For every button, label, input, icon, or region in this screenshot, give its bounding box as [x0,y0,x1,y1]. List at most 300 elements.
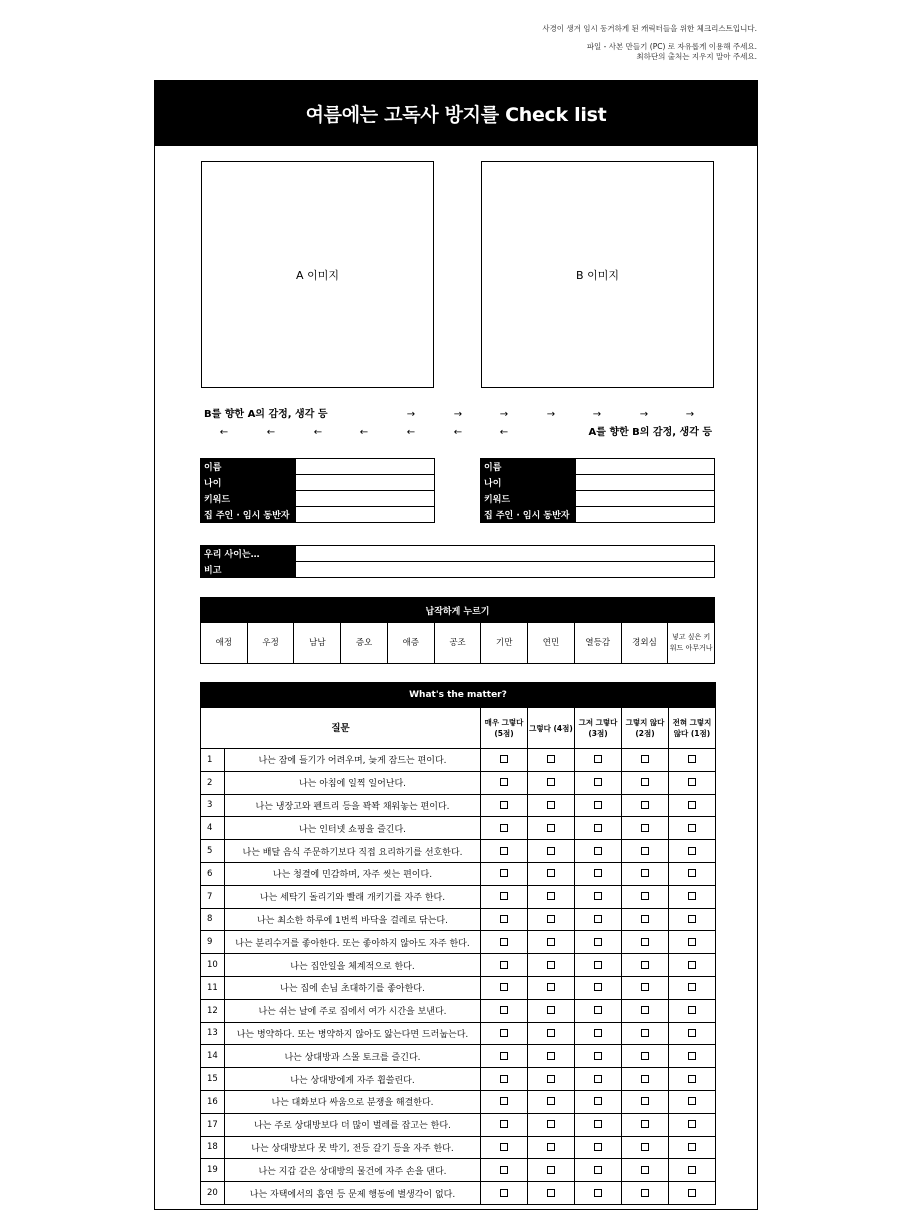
question-number: 20 [201,1182,225,1205]
answer-cell [528,954,575,977]
answer-cell [669,931,716,954]
checkbox-icon[interactable] [500,983,508,991]
question-row [201,794,716,817]
answer-cell [622,885,669,908]
answer-cell [528,999,575,1022]
checkbox-icon[interactable] [641,915,649,923]
questionnaire-header: What's the matter? [201,683,716,708]
checkbox-icon[interactable] [594,983,602,991]
answer-cell [575,1159,622,1182]
checkbox-icon[interactable] [500,938,508,946]
checkbox-icon[interactable] [641,1097,649,1105]
question-text: 나는 대화보다 싸움으로 분쟁을 해결한다. [225,1090,481,1113]
checkbox-icon[interactable] [641,869,649,877]
answer-cell [528,771,575,794]
emotion-option[interactable]: 기만 [481,623,528,664]
answer-cell [622,840,669,863]
question-text: 나는 지갑 같은 상대방의 물건에 자주 손을 댄다. [225,1159,481,1182]
checkbox-icon[interactable] [594,755,602,763]
checkbox-icon[interactable] [688,778,696,786]
answer-cell [481,931,528,954]
checkbox-icon[interactable] [688,1097,696,1105]
checkbox-icon[interactable] [500,1143,508,1151]
field-input[interactable] [296,475,435,491]
answer-cell [528,1022,575,1045]
field-label: 집 주인 · 임시 동반자 [481,507,576,523]
question-column-header: 질문 [201,708,481,749]
checkbox-icon[interactable] [500,847,508,855]
answer-cell [669,1113,716,1136]
checkbox-icon[interactable] [500,961,508,969]
checkbox-icon[interactable] [641,755,649,763]
field-input[interactable] [296,491,435,507]
answer-cell [481,976,528,999]
checkbox-icon[interactable] [500,1029,508,1037]
answer-cell [575,1090,622,1113]
checkbox-icon[interactable] [500,892,508,900]
right-arrow-icon: → [546,409,556,420]
answer-cell [575,771,622,794]
sheet-title: 여름에는 고독사 방지를 Check list [154,80,758,146]
question-text: 나는 병약하다. 또는 병약하지 않아도 앓는다면 드러눕는다. [225,1022,481,1045]
a-to-b-label: B를 향한 A의 감정, 생각 등 [204,409,328,420]
answer-cell [622,1045,669,1068]
checkbox-icon[interactable] [688,1189,696,1197]
answer-cell [669,908,716,931]
checkbox-icon[interactable] [547,983,555,991]
checkbox-icon[interactable] [547,824,555,832]
checkbox-icon[interactable] [547,1143,555,1151]
profile-table-a [200,458,435,523]
answer-cell [669,771,716,794]
question-row [201,1045,716,1068]
checkbox-icon[interactable] [688,1075,696,1083]
checkbox-icon[interactable] [547,1029,555,1037]
answer-cell [669,1182,716,1205]
answer-cell [481,1022,528,1045]
checkbox-icon[interactable] [500,824,508,832]
checkbox-icon[interactable] [688,983,696,991]
answer-cell [669,1159,716,1182]
checkbox-icon[interactable] [594,938,602,946]
scale-column-header: 매우 그렇다 (5점) [481,708,528,749]
checkbox-icon[interactable] [594,892,602,900]
emotion-table [200,597,715,664]
checkbox-icon[interactable] [641,1052,649,1060]
answer-cell [622,1159,669,1182]
answer-cell [575,1182,622,1205]
answer-cell [528,1136,575,1159]
checkbox-icon[interactable] [594,1143,602,1151]
checkbox-icon[interactable] [688,824,696,832]
answer-cell [669,862,716,885]
relation-table [200,545,715,578]
left-arrow-icon: ← [359,427,369,438]
field-input[interactable] [296,562,715,578]
question-text: 나는 잠에 들기가 어려우며, 늦게 잠드는 편이다. [225,749,481,772]
emotion-option[interactable]: 남남 [294,623,341,664]
field-input[interactable] [576,507,715,523]
answer-cell [622,976,669,999]
right-arrow-icon: → [685,409,695,420]
answer-cell [528,862,575,885]
answer-cell [575,908,622,931]
right-arrow-icon: → [592,409,602,420]
question-row [201,1090,716,1113]
answer-cell [669,1068,716,1091]
answer-cell [669,885,716,908]
answer-cell [481,1090,528,1113]
question-row [201,954,716,977]
field-input[interactable] [296,546,715,562]
answer-cell [481,794,528,817]
field-label: 이름 [481,459,576,475]
field-input[interactable] [296,459,435,475]
checkbox-icon[interactable] [688,1006,696,1014]
checkbox-icon[interactable] [641,1006,649,1014]
question-text: 나는 아침에 일찍 일어난다. [225,771,481,794]
answer-cell [575,1045,622,1068]
question-text: 나는 세탁기 돌리기와 빨래 개키기를 자주 한다. [225,885,481,908]
checkbox-icon[interactable] [500,755,508,763]
emotion-option[interactable]: 공조 [434,623,481,664]
question-number: 5 [201,840,225,863]
checkbox-icon[interactable] [547,938,555,946]
question-row [201,1022,716,1045]
checkbox-icon[interactable] [641,847,649,855]
question-number: 8 [201,908,225,931]
field-input[interactable] [576,491,715,507]
answer-cell [528,1090,575,1113]
field-label: 나이 [481,475,576,491]
scale-column-header: 전혀 그렇지 않다 (1점) [669,708,716,749]
answer-cell [575,817,622,840]
question-number: 3 [201,794,225,817]
checkbox-icon[interactable] [641,1143,649,1151]
answer-cell [575,840,622,863]
checkbox-icon[interactable] [500,1052,508,1060]
checkbox-icon[interactable] [688,847,696,855]
instruction-line: 사경이 생겨 임시 동거하게 된 캐릭터들을 위한 체크리스트입니다. [542,24,757,33]
checkbox-icon[interactable] [641,1075,649,1083]
answer-cell [481,771,528,794]
field-label: 집 주인 · 임시 동반자 [201,507,296,523]
checkbox-icon[interactable] [547,1166,555,1174]
question-text: 나는 청결에 민감하며, 자주 씻는 편이다. [225,862,481,885]
left-arrow-icon: ← [266,427,276,438]
checkbox-icon[interactable] [594,824,602,832]
left-arrow-icon: ← [453,427,463,438]
question-row [201,1136,716,1159]
checkbox-icon[interactable] [641,824,649,832]
answer-cell [669,840,716,863]
answer-cell [669,1045,716,1068]
checkbox-icon[interactable] [500,1120,508,1128]
checkbox-icon[interactable] [641,938,649,946]
checkbox-icon[interactable] [547,847,555,855]
checkbox-icon[interactable] [688,869,696,877]
checkbox-icon[interactable] [594,869,602,877]
checkbox-icon[interactable] [547,892,555,900]
emotion-option[interactable]: 증오 [341,623,388,664]
checkbox-icon[interactable] [547,869,555,877]
question-number: 12 [201,999,225,1022]
field-label: 나이 [201,475,296,491]
answer-cell [528,931,575,954]
left-arrow-icon: ← [219,427,229,438]
question-row [201,749,716,772]
checkbox-icon[interactable] [594,961,602,969]
answer-cell [622,1022,669,1045]
answer-cell [481,999,528,1022]
checkbox-icon[interactable] [594,778,602,786]
answer-cell [575,931,622,954]
checkbox-icon[interactable] [547,1006,555,1014]
checkbox-icon[interactable] [594,801,602,809]
emotion-option[interactable]: 넣고 싶은 키워드 아무거나 [668,623,715,664]
arrow-row-a-to-b [155,408,759,422]
answer-cell [622,862,669,885]
answer-cell [622,954,669,977]
field-input[interactable] [296,507,435,523]
checkbox-icon[interactable] [547,801,555,809]
answer-cell [622,1068,669,1091]
checkbox-icon[interactable] [641,1029,649,1037]
question-number: 17 [201,1113,225,1136]
checkbox-icon[interactable] [641,1166,649,1174]
checkbox-icon[interactable] [547,915,555,923]
answer-cell [622,1136,669,1159]
checkbox-icon[interactable] [594,1189,602,1197]
checkbox-icon[interactable] [641,1189,649,1197]
checklist-sheet [154,80,758,1210]
field-label: 키워드 [481,491,576,507]
right-arrow-icon: → [453,409,463,420]
checkbox-icon[interactable] [688,892,696,900]
emotion-option[interactable]: 열등감 [574,623,621,664]
arrow-row-b-to-a [155,426,759,440]
question-number: 9 [201,931,225,954]
answer-cell [622,771,669,794]
answer-cell [528,749,575,772]
answer-cell [669,1090,716,1113]
answer-cell [622,749,669,772]
answer-cell [481,885,528,908]
checkbox-icon[interactable] [500,1097,508,1105]
answer-cell [528,1113,575,1136]
answer-cell [528,1182,575,1205]
question-number: 15 [201,1068,225,1091]
checkbox-icon[interactable] [500,915,508,923]
answer-cell [575,999,622,1022]
left-arrow-icon: ← [499,427,509,438]
answer-cell [669,749,716,772]
image-b-placeholder[interactable] [481,161,714,388]
checkbox-icon[interactable] [547,755,555,763]
answer-cell [669,1022,716,1045]
checkbox-icon[interactable] [500,778,508,786]
checkbox-icon[interactable] [594,1029,602,1037]
answer-cell [669,999,716,1022]
question-row [201,885,716,908]
checkbox-icon[interactable] [688,938,696,946]
answer-cell [575,794,622,817]
answer-cell [528,817,575,840]
emotion-option[interactable]: 연민 [528,623,575,664]
answer-cell [575,954,622,977]
checkbox-icon[interactable] [500,1166,508,1174]
answer-cell [481,1045,528,1068]
answer-cell [575,885,622,908]
checkbox-icon[interactable] [547,1075,555,1083]
answer-cell [528,1045,575,1068]
profile-table-b [480,458,715,523]
field-label: 이름 [201,459,296,475]
question-text: 나는 배달 음식 주문하기보다 직접 요리하기를 선호한다. [225,840,481,863]
question-text: 나는 상대방에게 자주 휩쓸린다. [225,1068,481,1091]
answer-cell [622,1113,669,1136]
checkbox-icon[interactable] [641,961,649,969]
checkbox-icon[interactable] [688,801,696,809]
question-number: 10 [201,954,225,977]
checkbox-icon[interactable] [547,961,555,969]
checkbox-icon[interactable] [594,1075,602,1083]
checkbox-icon[interactable] [500,1006,508,1014]
checkbox-icon[interactable] [688,915,696,923]
instruction-notes [157,24,757,62]
checkbox-icon[interactable] [547,1120,555,1128]
checkbox-icon[interactable] [594,1120,602,1128]
answer-cell [481,749,528,772]
question-row [201,908,716,931]
checkbox-icon[interactable] [688,755,696,763]
answer-cell [575,1068,622,1091]
checkbox-icon[interactable] [594,1166,602,1174]
answer-cell [622,908,669,931]
scale-column-header: 그저 그렇다 (3점) [575,708,622,749]
instruction-line: 파일 - 사본 만들기 (PC) 로 자유롭게 이용해 주세요. [586,42,757,51]
checkbox-icon[interactable] [500,869,508,877]
answer-cell [669,976,716,999]
question-text: 나는 집에 손님 초대하기를 좋아한다. [225,976,481,999]
checkbox-icon[interactable] [594,1052,602,1060]
checkbox-icon[interactable] [688,1166,696,1174]
checkbox-icon[interactable] [547,1189,555,1197]
checkbox-icon[interactable] [641,778,649,786]
checkbox-icon[interactable] [641,892,649,900]
checkbox-icon[interactable] [688,1029,696,1037]
checkbox-icon[interactable] [500,1189,508,1197]
checkbox-icon[interactable] [500,1075,508,1083]
emotion-option[interactable]: 애증 [387,623,434,664]
field-input[interactable] [576,475,715,491]
emotion-table-header: 납작하게 누르기 [201,598,715,623]
answer-cell [575,1022,622,1045]
left-arrow-icon: ← [406,427,416,438]
questionnaire-table [200,682,716,1205]
answer-cell [481,1182,528,1205]
field-label: 비고 [201,562,296,578]
emotion-option[interactable]: 우정 [247,623,294,664]
image-a-label: A 이미지 [296,268,339,282]
checkbox-icon[interactable] [594,1097,602,1105]
emotion-option[interactable]: 경외심 [621,623,668,664]
answer-cell [575,862,622,885]
checkbox-icon[interactable] [594,847,602,855]
checkbox-icon[interactable] [547,778,555,786]
question-row [201,976,716,999]
answer-cell [528,1159,575,1182]
answer-cell [481,1113,528,1136]
left-arrow-icon: ← [313,427,323,438]
image-b-label: B 이미지 [576,268,619,282]
answer-cell [622,1090,669,1113]
answer-cell [622,817,669,840]
checkbox-icon[interactable] [500,801,508,809]
checkbox-icon[interactable] [641,801,649,809]
question-number: 14 [201,1045,225,1068]
question-row [201,1068,716,1091]
answer-cell [622,931,669,954]
question-number: 6 [201,862,225,885]
checkbox-icon[interactable] [688,961,696,969]
emotion-option[interactable]: 애정 [201,623,248,664]
image-a-placeholder[interactable] [201,161,434,388]
question-number: 16 [201,1090,225,1113]
answer-cell [528,840,575,863]
checkbox-icon[interactable] [688,1120,696,1128]
question-text: 나는 집안일을 체계적으로 한다. [225,954,481,977]
answer-cell [481,817,528,840]
checkbox-icon[interactable] [547,1097,555,1105]
checkbox-icon[interactable] [547,1052,555,1060]
checkbox-icon[interactable] [641,983,649,991]
checkbox-icon[interactable] [688,1143,696,1151]
question-text: 나는 냉장고와 펜트리 등을 꽉꽉 채워놓는 편이다. [225,794,481,817]
question-number: 11 [201,976,225,999]
b-to-a-label: A를 향한 B의 감정, 생각 등 [588,427,712,438]
question-number: 1 [201,749,225,772]
answer-cell [481,1159,528,1182]
question-text: 나는 상대방보다 못 박기, 전등 갈기 등을 자주 한다. [225,1136,481,1159]
checkbox-icon[interactable] [641,1120,649,1128]
field-label: 우리 사이는… [201,546,296,562]
answer-cell [528,908,575,931]
answer-cell [481,862,528,885]
answer-cell [575,1136,622,1159]
question-text: 나는 쉬는 날에 주로 집에서 여가 시간을 보낸다. [225,999,481,1022]
checkbox-icon[interactable] [688,1052,696,1060]
answer-cell [575,749,622,772]
question-row [201,1113,716,1136]
answer-cell [528,1068,575,1091]
answer-cell [528,885,575,908]
question-text: 나는 상대방과 스몰 토크를 즐긴다. [225,1045,481,1068]
checkbox-icon[interactable] [594,1006,602,1014]
question-row [201,840,716,863]
answer-cell [575,1113,622,1136]
field-input[interactable] [576,459,715,475]
question-row [201,862,716,885]
field-label: 키워드 [201,491,296,507]
answer-cell [622,1182,669,1205]
question-row [201,999,716,1022]
question-text: 나는 최소한 하루에 1번씩 바닥을 걸레로 닦는다. [225,908,481,931]
answer-cell [669,817,716,840]
instruction-line: 최하단의 출처는 지우지 말아 주세요. [636,52,757,61]
answer-cell [669,794,716,817]
checkbox-icon[interactable] [594,915,602,923]
